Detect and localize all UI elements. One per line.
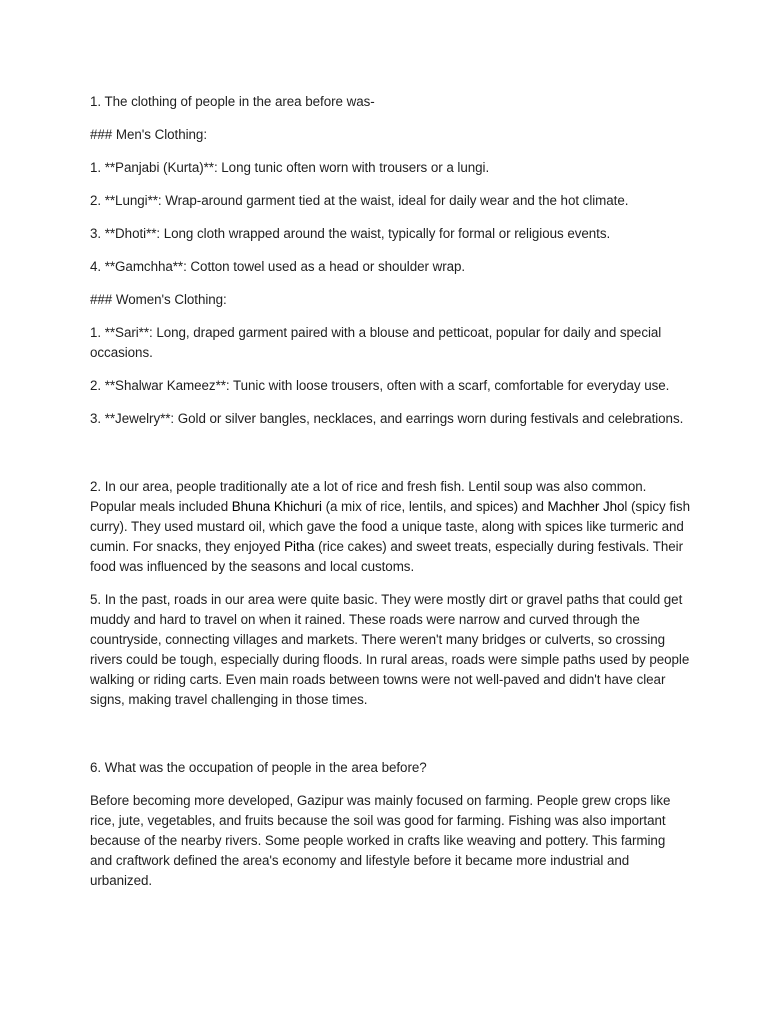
occupation-question: 6. What was the occupation of people in the area before?: [90, 760, 427, 775]
womens-item-shalwar-kameez: 2. **Shalwar Kameez**: Tunic with loose trousers, often with a scarf, comfortable for everyday use.: [90, 378, 670, 393]
food-text-1: 2. In our area, people traditionally ate a lot of rice and fresh fish. Lentil soup was also common. Popular meals included: [90, 479, 647, 514]
mens-clothing-heading: ### Men's Clothing:: [90, 127, 207, 142]
mens-item-panjabi: 1. **Panjabi (Kurta)**: Long tunic often worn with trousers or a lungi.: [90, 160, 490, 175]
mens-item-lungi: 2. **Lungi**: Wrap-around garment tied at the waist, ideal for daily wear and the hot climate.: [90, 193, 629, 208]
food-answer: [90, 477, 690, 577]
womens-clothing-heading: ### Women's Clothing:: [90, 292, 227, 307]
document-body: [90, 92, 690, 891]
mens-item-gamchha: 4. **Gamchha**: Cotton towel used as a head or shoulder wrap.: [90, 259, 466, 274]
food-text-4: (rice cakes) and sweet treats, especially during festivals. Their food was influenced by the seasons and local customs.: [90, 539, 683, 574]
womens-item-jewelry: 3. **Jewelry**: Gold or silver bangles, necklaces, and earrings worn during festivals and celebrations.: [90, 411, 684, 426]
roads-answer: 5. In the past, roads in our area were quite basic. They were mostly dirt or gravel paths that could get muddy and hard to travel on when it rained. These roads were narrow and curved through the countryside, connecting villages and markets. There weren't many bridges or culverts, so crossing rivers could be tough, especially during floods. In rural areas, roads were simple paths used by people walking or riding carts. Even main roads between towns were not well-paved and didn't have clear signs, making travel challenging in those times.: [90, 592, 690, 707]
food-text-2: (a mix of rice, lentils, and spices) and: [321, 499, 548, 514]
dish-bhuna-khichuri: Bhuna Khichuri: [231, 499, 322, 514]
occupation-answer: Before becoming more developed, Gazipur was mainly focused on farming. People grew crops like rice, jute, vegetables, and fruits because the soil was good for farming. Fishing was also important because of the nearby rivers. Some people worked in crafts like weaving and pottery. This farming and craftwork defined the area's economy and lifestyle before it became more industrial and urbanized.: [90, 793, 671, 888]
dish-machher-jhol: Machher Jho: [547, 499, 625, 514]
clothing-question: 1. The clothing of people in the area before was-: [90, 94, 375, 109]
womens-item-sari: 1. **Sari**: Long, draped garment paired with a blouse and petticoat, popular for daily and special occasions.: [90, 325, 662, 360]
dish-pitha: Pitha: [284, 539, 315, 554]
food-text-3: l (spicy fish curry). They used mustard oil, which gave the food a unique taste, along with spices like turmeric and cumin. For snacks, they enjoyed: [90, 499, 690, 554]
mens-item-dhoti: 3. **Dhoti**: Long cloth wrapped around the waist, typically for formal or religious events.: [90, 226, 611, 241]
